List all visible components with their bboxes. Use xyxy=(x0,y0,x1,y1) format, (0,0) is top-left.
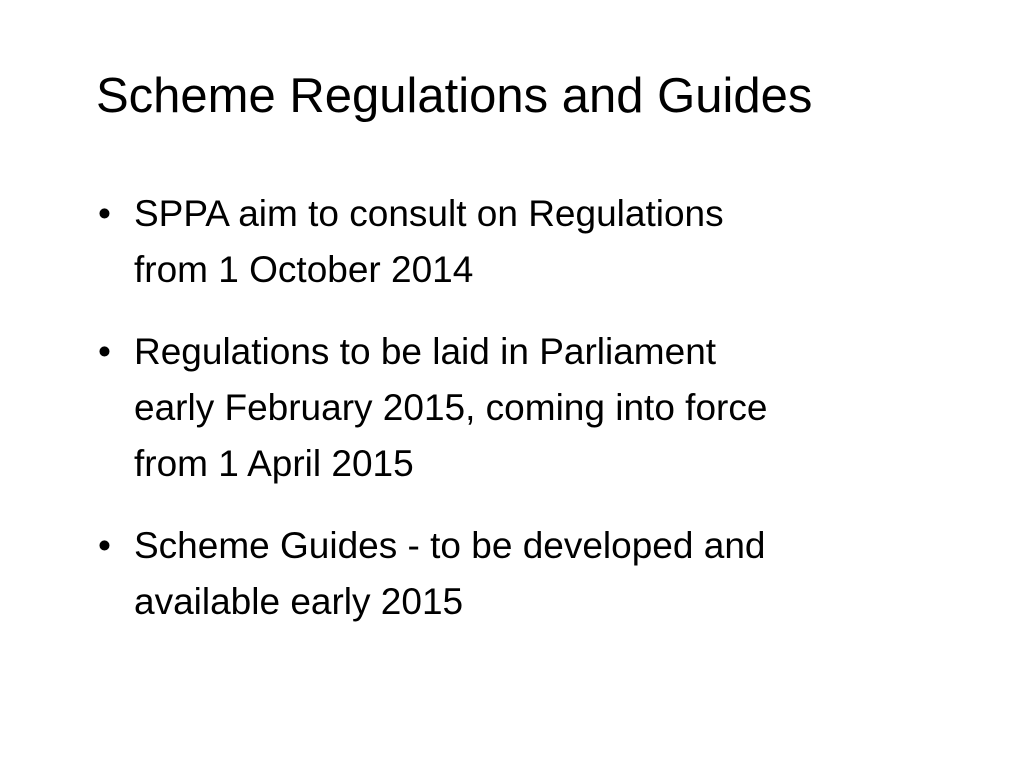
bullet-icon: • xyxy=(98,331,111,372)
bullet-list xyxy=(96,186,936,656)
bullet-text-line: available early 2015 xyxy=(134,581,464,622)
bullet-icon: • xyxy=(98,525,111,566)
bullet-text-line: from 1 April 2015 xyxy=(134,443,414,484)
bullet-item xyxy=(96,186,936,298)
slide-title: Scheme Regulations and Guides xyxy=(96,69,813,123)
bullet-item xyxy=(96,518,936,630)
bullet-text-line: Scheme Guides - to be developed and xyxy=(134,525,766,566)
bullet-text-line: from 1 October 2014 xyxy=(134,249,474,290)
bullet-item xyxy=(96,324,936,492)
bullet-icon: • xyxy=(98,193,111,234)
bullet-text-line: SPPA aim to consult on Regulations xyxy=(134,193,724,234)
bullet-text-line: Regulations to be laid in Parliament xyxy=(134,331,717,372)
bullet-text-line: early February 2015, coming into force xyxy=(134,387,768,428)
